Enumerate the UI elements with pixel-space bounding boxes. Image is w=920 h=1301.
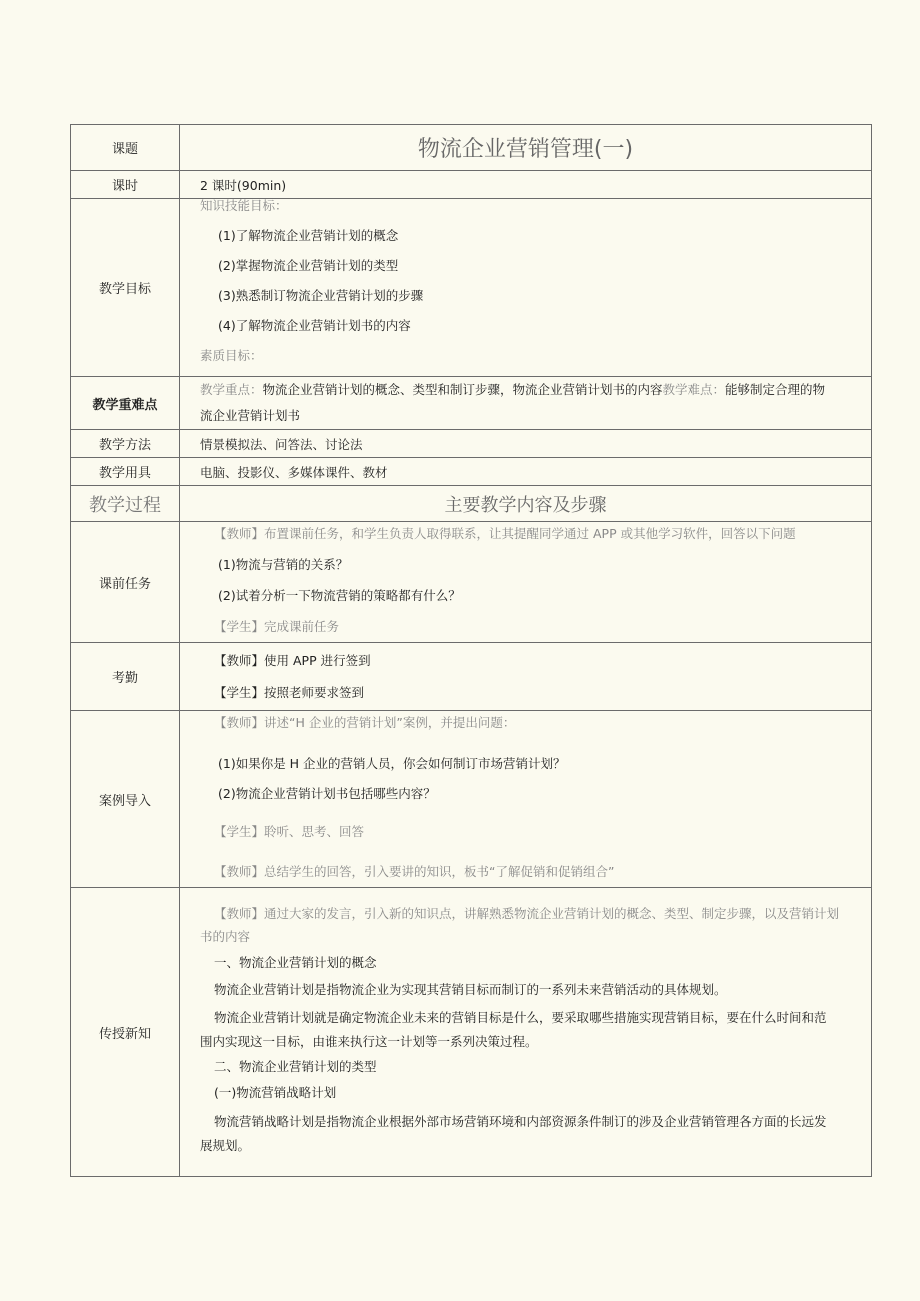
page-title: 物流企业营销管理(一) [180,125,872,171]
label-objectives: 教学目标 [71,199,180,377]
row-process-header [71,486,872,522]
label-process: 教学过程 [71,486,180,522]
teach-heading-2: 二、物流企业营销计划的类型 [214,1059,377,1074]
case-q1: (1)如果你是 H 企业的营销人员，你会如何制订市场营销计划？ [218,756,566,771]
teach-para-2: 物流企业营销计划就是确定物流企业未来的营销目标是什么，要采取哪些措施实现营销目标，要在什么时间和范 [214,1010,827,1025]
row-objectives [71,199,872,377]
label-hours: 课时 [71,171,180,199]
attendance-student: 【学生】按照老师要求签到 [214,684,365,700]
label-pre-task: 课前任务 [71,522,180,643]
teach-para-1: 物流企业营销计划是指物流企业为实现其营销目标而制订的一系列未来营销活动的具体规划。 [214,982,727,997]
pre-task-cell [180,522,872,643]
case-student: 【学生】聆听、思考、回答 [214,824,365,839]
hours-value: 2 课时(90min) [180,171,872,199]
teach-teacher: 【教师】通过大家的发言，引入新的知识点，讲解熟悉物流企业营销计划的概念、类型、制定步骤，以及营销计划 [214,906,840,921]
attendance-cell [180,643,872,711]
label-method: 教学方法 [71,430,180,458]
case-teacher-2: 【教师】总结学生的回答，引入要讲的知识，板书“了解促销和促销组合” [214,864,615,879]
main-content-header: 主要教学内容及步骤 [180,486,872,522]
quality-heading: 素质目标： [200,348,263,363]
key-text: 物流企业营销计划的概念、类型和制订步骤，物流企业营销计划书的内容 [262,382,663,397]
diff-text-cont: 流企业营销计划书 [200,408,301,423]
row-tools [71,458,872,486]
pre-task-q2: (2)试着分析一下物流营销的策略都有什么？ [218,588,461,603]
row-teach [71,888,872,1177]
case-cell [180,711,872,888]
case-q2: (2)物流企业营销计划书包括哪些内容？ [218,786,436,801]
label-case: 案例导入 [71,711,180,888]
key-label: 教学重点： [200,382,263,397]
keypoints-cell [180,377,872,430]
label-teach: 传授新知 [71,888,180,1177]
teach-para-3: 物流营销战略计划是指物流企业根据外部市场营销环境和内部资源条件制订的涉及企业营销管理各方面的长远发 [214,1114,827,1129]
label-topic: 课题 [71,125,180,171]
teach-para-3-cont: 展规划。 [200,1138,251,1153]
tools-value: 电脑、投影仪、多媒体课件、教材 [180,458,872,486]
diff-text: 能够制定合理的物 [725,382,826,397]
attendance-teacher: 【教师】使用 APP 进行签到 [214,652,371,668]
teach-para-2-cont: 围内实现这一目标，由谁来执行这一计划等一系列决策过程。 [200,1034,538,1049]
pre-task-teacher: 【教师】布置课前任务，和学生负责人取得联系，让其提醒同学通过 APP 或其他学习软件，回答以下问题 [214,526,796,541]
objective-item: (4)了解物流企业营销计划书的内容 [218,318,411,333]
label-attendance: 考勤 [71,643,180,711]
teach-heading-1: 一、物流企业营销计划的概念 [214,955,377,970]
pre-task-q1: (1)物流与营销的关系？ [218,557,349,572]
lesson-plan-table [70,124,872,1177]
row-case [71,711,872,888]
pre-task-student: 【学生】完成课前任务 [214,619,340,634]
diff-label: 教学难点： [662,382,726,397]
row-pre-task [71,522,872,643]
label-tools: 教学用具 [71,458,180,486]
objective-item: (2)掌握物流企业营销计划的类型 [218,258,399,273]
method-value: 情景模拟法、问答法、讨论法 [180,430,872,458]
row-keypoints [71,377,872,430]
row-topic [71,125,872,171]
teach-heading-3: (一)物流营销战略计划 [214,1085,337,1100]
teach-teacher-cont: 书的内容 [200,929,251,944]
objective-item: (3)熟悉制订物流企业营销计划的步骤 [218,288,424,303]
teach-cell [180,888,872,1177]
objectives-cell [180,199,872,377]
row-attendance [71,643,872,711]
knowledge-heading: 知识技能目标： [200,198,288,213]
objective-item: (1)了解物流企业营销计划的概念 [218,228,399,243]
case-teacher-1: 【教师】讲述“H 企业的营销计划”案例，并提出问题： [214,715,516,730]
row-method [71,430,872,458]
label-keypoints: 教学重难点 [71,377,180,430]
